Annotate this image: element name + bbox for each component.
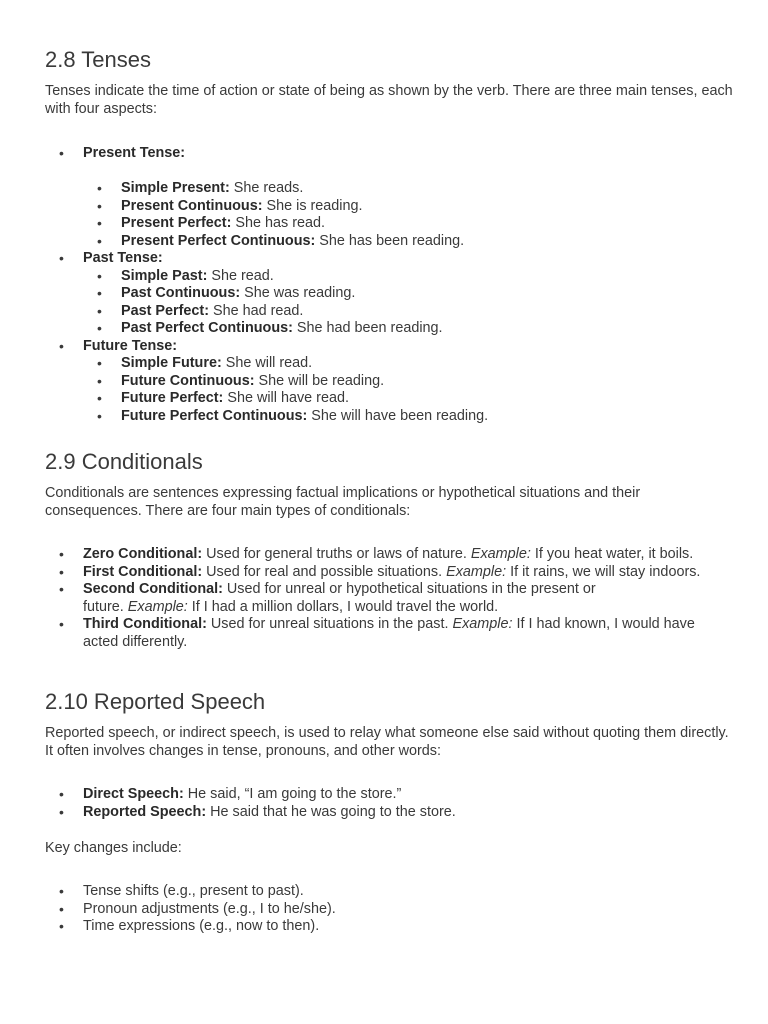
list-item: • Present Perfect: She has read. [45,215,745,233]
section-heading-conditionals: 2.9 Conditionals [45,449,203,474]
list-item: • Pronoun adjustments (e.g., I to he/she). [45,901,745,919]
reported-list [45,786,745,821]
list-item: • Simple Past: She read. [45,268,745,286]
list-item-third-conditional: • Third Conditional: Used for unreal situations in the past. Example: If I had known, I would have acted differently. [45,616,713,651]
list-item-past-tense: • Past Tense: [45,250,745,268]
tenses-list [45,145,745,425]
key-changes-label: Key changes include: [45,840,182,856]
list-item: • Past Continuous: She was reading. [45,285,745,303]
list-item-direct-speech: • Direct Speech: He said, “I am going to the store.” [45,786,745,804]
list-item: • Simple Present: She reads. [45,180,745,198]
section-heading-reported-speech: 2.10 Reported Speech [45,689,266,714]
list-item-zero-conditional: • Zero Conditional: Used for general truths or laws of nature. Example: If you heat water, it boils. [45,546,745,564]
list-item: • Past Perfect: She had read. [45,303,745,321]
list-item: • Present Perfect Continuous: She has been reading. [45,233,745,251]
list-item-reported-speech: • Reported Speech: He said that he was going to the store. [45,804,745,822]
list-item: • Future Perfect Continuous: She will have been reading. [45,408,745,426]
conditionals-list [45,546,745,651]
list-item: • Past Perfect Continuous: She had been reading. [45,320,745,338]
list-item-present-tense: • Present Tense: [45,145,745,163]
list-item: • Simple Future: She will read. [45,355,745,373]
conditionals-intro: Conditionals are sentences expressing factual implications or hypothetical situations and their consequences. There are four main types of conditionals: [45,485,641,519]
list-item: • Present Continuous: She is reading. [45,198,745,216]
list-item: • Tense shifts (e.g., present to past). [45,883,745,901]
list-item-first-conditional: • First Conditional: Used for real and possible situations. Example: If it rains, we will stay indoors. [45,564,745,582]
list-item-second-conditional: • Second Conditional: Used for unreal or hypothetical situations in the present or future. Example: If I had a million dollars, I would travel the world. [45,581,628,616]
list-item-future-tense: • Future Tense: [45,338,745,356]
list-item: • Time expressions (e.g., now to then). [45,918,745,936]
key-changes-list [45,883,745,936]
list-item: • Future Perfect: She will have read. [45,390,745,408]
list-item: • Future Continuous: She will be reading. [45,373,745,391]
tenses-intro: Tenses indicate the time of action or state of being as shown by the verb. There are three main tenses, each with four aspects: [45,83,733,117]
section-heading-tenses: 2.8 Tenses [45,47,152,72]
reported-intro: Reported speech, or indirect speech, is used to relay what someone else said without quoting them directly. It often involves changes in tense, pronouns, and other words: [45,725,729,759]
